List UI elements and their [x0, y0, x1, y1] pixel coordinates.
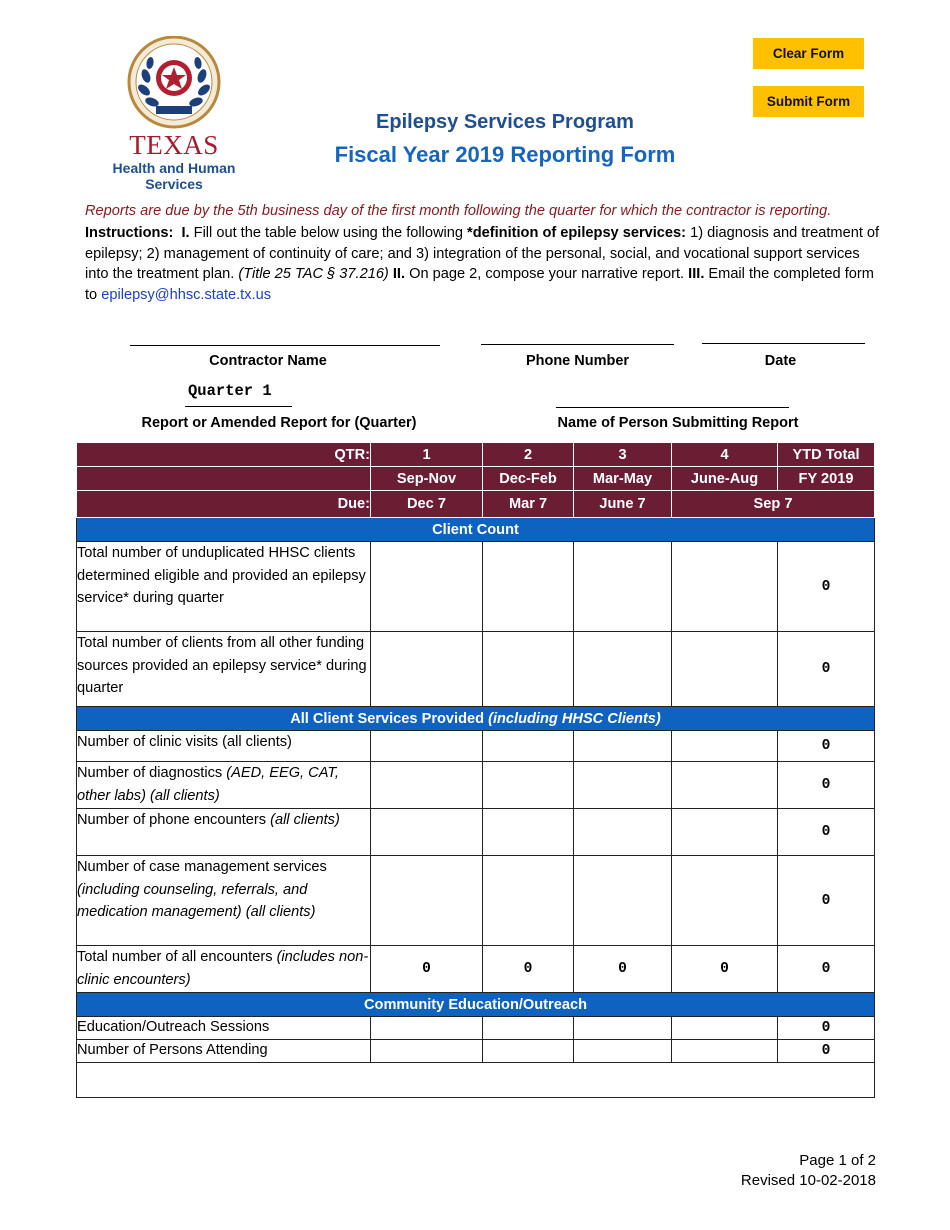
row-label-unduplicated: Total number of unduplicated HHSC clients determined eligible and provided an epilepsy service* during quarter	[77, 542, 371, 632]
due-notice: Reports are due by the 5th business day of the first month following the quarter for which the contractor is reporting.	[85, 203, 832, 219]
step1-number: I.	[181, 225, 190, 241]
row-label-total-encounters	[77, 946, 371, 993]
phone-number-field[interactable]	[481, 344, 674, 345]
quarter-3-header: 3	[574, 443, 672, 467]
input-cell[interactable]	[483, 762, 574, 809]
total-label: Total number of all encounters	[77, 949, 277, 965]
program-title: Epilepsy Services Program	[376, 111, 634, 133]
quarter-underline	[185, 406, 292, 407]
input-cell[interactable]	[672, 762, 778, 809]
revision-date: Revised 10-02-2018	[740, 1172, 876, 1189]
blank-row	[77, 1063, 875, 1098]
definition-text: 1) diagnosis and treatment of epilepsy; 2) management of continuity of care; and 3) integration of the personal, social, and vocational support services into the treatment plan.	[85, 225, 880, 282]
period-label-blank	[77, 467, 371, 491]
quarter-2-header: 2	[483, 443, 574, 467]
step3-number: III.	[688, 266, 705, 282]
date-field[interactable]	[702, 343, 865, 344]
ytd-total-cell: 0	[778, 946, 875, 993]
reporting-table	[76, 442, 875, 1098]
period-4: June-Aug	[672, 467, 778, 491]
due-label: Due:	[77, 491, 371, 518]
texas-seal-icon	[82, 36, 266, 132]
definition-label: *definition of epilepsy services:	[467, 225, 687, 241]
qtr-label: QTR:	[77, 443, 371, 467]
date-label: Date	[764, 353, 797, 369]
due-date-2: Mar 7	[483, 491, 574, 518]
contractor-name-field[interactable]	[130, 345, 440, 346]
input-cell[interactable]	[483, 856, 574, 946]
quarter-select[interactable]: Quarter 1	[188, 382, 272, 400]
contractor-name-label: Contractor Name	[209, 353, 327, 369]
input-cell[interactable]	[371, 1017, 483, 1040]
input-cell[interactable]	[371, 1040, 483, 1063]
phone-label: Number of phone encounters	[77, 812, 271, 828]
input-cell[interactable]	[371, 731, 483, 762]
input-cell[interactable]	[574, 762, 672, 809]
diagnostics-label: Number of diagnostics	[77, 765, 227, 781]
row-label-other-sources: Total number of clients from all other funding sources provided an epilepsy service* during quarter	[77, 632, 371, 707]
total-q4-cell: 0	[672, 946, 778, 993]
ytd-total-cell: 0	[778, 762, 875, 809]
period-1: Sep-Nov	[371, 467, 483, 491]
due-date-3: June 7	[574, 491, 672, 518]
section-community: Community Education/Outreach	[77, 993, 875, 1017]
ytd-total-cell: 0	[778, 1017, 875, 1040]
input-cell[interactable]	[483, 1017, 574, 1040]
email-link[interactable]: epilepsy@hhsc.state.tx.us	[101, 286, 271, 303]
input-cell[interactable]	[483, 1040, 574, 1063]
input-cell[interactable]	[672, 1017, 778, 1040]
row-label-persons-attending: Number of Persons Attending	[77, 1040, 371, 1063]
submit-form-button[interactable]: Submit Form	[753, 86, 864, 117]
report-for-label: Report or Amended Report for (Quarter)	[141, 415, 417, 431]
step2-number: II.	[392, 266, 406, 282]
ytd-total-cell: 0	[778, 809, 875, 856]
phone-number-label: Phone Number	[525, 353, 630, 369]
ytd-total-cell: 0	[778, 542, 875, 632]
input-cell[interactable]	[574, 1017, 672, 1040]
input-cell[interactable]	[574, 632, 672, 707]
input-cell[interactable]	[574, 1040, 672, 1063]
row-label-diagnostics	[77, 762, 371, 809]
section-client-count: Client Count	[77, 518, 875, 542]
logo-wordmark: TEXAS	[129, 130, 219, 160]
row-label-case-management	[77, 856, 371, 946]
page-number: Page 1 of 2	[799, 1152, 876, 1169]
row-label-edu-sessions: Education/Outreach Sessions	[77, 1017, 371, 1040]
input-cell[interactable]	[574, 542, 672, 632]
input-cell[interactable]	[371, 809, 483, 856]
hhs-logo	[82, 36, 266, 192]
quarter-1-header: 1	[371, 443, 483, 467]
input-cell[interactable]	[672, 542, 778, 632]
step1-text: Fill out the table below using the following	[189, 225, 468, 241]
input-cell[interactable]	[483, 731, 574, 762]
submitter-label: Name of Person Submitting Report	[557, 415, 799, 431]
instructions	[85, 223, 885, 305]
total-q3-cell: 0	[574, 946, 672, 993]
input-cell[interactable]	[483, 809, 574, 856]
section-services	[77, 707, 875, 731]
input-cell[interactable]	[672, 856, 778, 946]
input-cell[interactable]	[574, 731, 672, 762]
input-cell[interactable]	[574, 856, 672, 946]
input-cell[interactable]	[371, 542, 483, 632]
period-3: Mar-May	[574, 467, 672, 491]
diagnostics-detail: (AED, EEG, CAT, other labs) (all clients)	[77, 765, 339, 804]
due-date-4: Sep 7	[672, 491, 875, 518]
input-cell[interactable]	[483, 632, 574, 707]
input-cell[interactable]	[672, 1040, 778, 1063]
input-cell[interactable]	[371, 762, 483, 809]
row-label-phone-encounters	[77, 809, 371, 856]
case-detail: (including counseling, referrals, and medication management) (all clients)	[77, 881, 316, 920]
form-title: Fiscal Year 2019 Reporting Form	[334, 142, 676, 167]
phone-detail: (all clients)	[270, 812, 340, 828]
total-q2-cell: 0	[483, 946, 574, 993]
due-date-1: Dec 7	[371, 491, 483, 518]
input-cell[interactable]	[371, 632, 483, 707]
section-services-title: All Client Services Provided	[290, 710, 489, 727]
total-detail: (includes non-clinic encounters)	[77, 949, 369, 988]
row-label-clinic-visits: Number of clinic visits (all clients)	[77, 731, 371, 762]
step3-text: Email the completed form to	[85, 266, 874, 303]
ytd-total-cell: 0	[778, 731, 875, 762]
section-services-subtitle: (including HHSC Clients)	[488, 710, 661, 727]
input-cell[interactable]	[574, 809, 672, 856]
input-cell[interactable]	[672, 731, 778, 762]
input-cell[interactable]	[672, 809, 778, 856]
clear-form-button[interactable]: Clear Form	[753, 38, 864, 69]
ytd-total-cell: 0	[778, 1040, 875, 1063]
ytd-total-cell: 0	[778, 632, 875, 707]
ytd-total-cell: 0	[778, 856, 875, 946]
quarter-4-header: 4	[672, 443, 778, 467]
case-label: Number of case management services	[77, 859, 327, 875]
fiscal-year: FY 2019	[778, 467, 875, 491]
logo-subtitle: Health and Human Services	[112, 160, 236, 192]
input-cell[interactable]	[483, 542, 574, 632]
ytd-total-header: YTD Total	[778, 443, 875, 467]
period-2: Dec-Feb	[483, 467, 574, 491]
total-q1-cell: 0	[371, 946, 483, 993]
input-cell[interactable]	[672, 632, 778, 707]
submitter-name-field[interactable]	[556, 407, 789, 408]
input-cell[interactable]	[371, 856, 483, 946]
instructions-label: Instructions:	[85, 225, 174, 241]
citation: (Title 25 TAC § 37.216)	[238, 266, 389, 282]
step2-text: On page 2, compose your narrative report.	[405, 266, 689, 282]
